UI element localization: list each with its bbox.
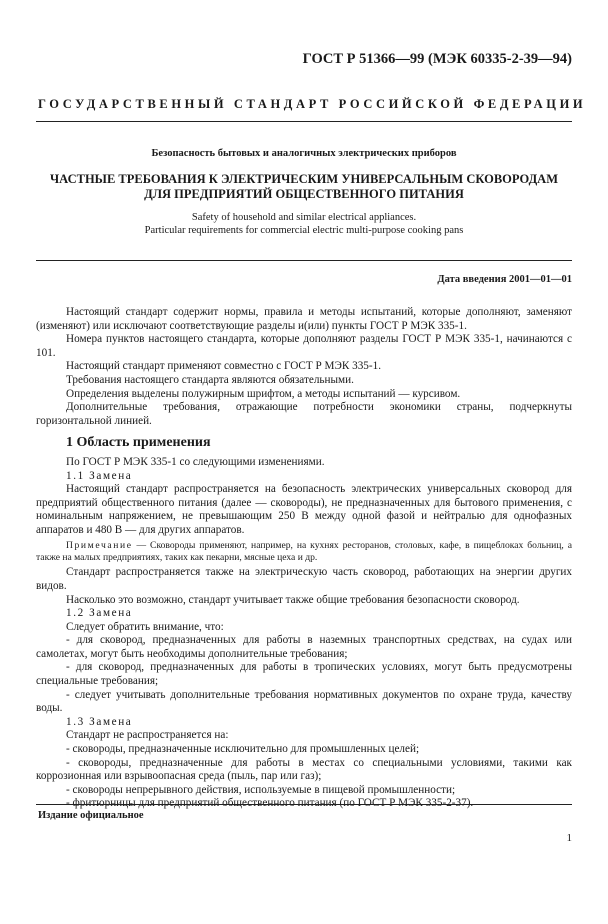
list-item: - сковороды непрерывного действия, используемые в пищевой промышленности; xyxy=(66,783,456,796)
list-item: - для сковород, предназначенных для работы в наземных транспортных средствах, на судах или самолетах, могут быть необходимы дополнительные требования; xyxy=(36,634,572,660)
intro-paragraph: Дополнительные требования, отражающие потребности экономики страны, подчеркнуты горизонтальной линией. xyxy=(36,401,572,427)
main-title-line-2: ДЛЯ ПРЕДПРИЯТИЙ ОБЩЕСТВЕННОГО ПИТАНИЯ xyxy=(144,187,464,201)
bottom-divider xyxy=(36,804,572,805)
clause-1-1-label: 1.1 Замена xyxy=(66,469,133,482)
energy-paragraph: Стандарт распространяется также на электрическую часть сковород, работающих на энергии других видов. xyxy=(36,566,572,592)
standard-number: ГОСТ Р 51366—99 (МЭК 60335-2-39—94) xyxy=(302,51,572,67)
note-label: Примечание xyxy=(66,539,133,551)
state-standard-title: ГОСУДАРСТВЕННЫЙ СТАНДАРТ РОССИЙСКОЙ ФЕДЕРАЦИИ xyxy=(38,97,587,111)
page-number: 1 xyxy=(566,832,572,844)
english-title-line-1: Safety of household and similar electrical appliances. xyxy=(191,212,417,223)
intro-paragraph: Номера пунктов настоящего стандарта, которые дополняют разделы ГОСТ Р МЭК 335-1, начинаются с 101. xyxy=(36,333,572,359)
clause-1-3-label: 1.3 Замена xyxy=(66,715,133,728)
edition-label: Издание официальное xyxy=(38,810,144,821)
intro-paragraph: Настоящий стандарт содержит нормы, правила и методы испытаний, которые дополняют, заменяют (изменяют) или исключают соответствующие разделы и(или) пункты ГОСТ Р МЭК 335-1. xyxy=(36,306,572,332)
intro-paragraph: Определения выделены полужирным шрифтом, а методы испытаний — курсивом. xyxy=(66,387,461,400)
clause-1-3-lead: Стандарт не распространяется на: xyxy=(66,729,229,742)
main-title xyxy=(36,172,572,202)
middle-divider xyxy=(36,260,572,261)
list-item: - следует учитывать дополнительные требования нормативных документов по охране труда, качеству воды. xyxy=(36,688,572,715)
note-paragraph xyxy=(36,540,572,565)
list-item: - сковороды, предназначенные для работы в местах со специальными условиями, такими как коррозионная или взрывоопасная среда (пыль, пар или газ); xyxy=(36,756,572,783)
english-title xyxy=(36,211,572,237)
intro-paragraph: Настоящий стандарт применяют совместно с ГОСТ Р МЭК 335-1. xyxy=(66,360,382,373)
section-heading: 1 Область применения xyxy=(66,435,211,451)
top-divider xyxy=(36,121,572,122)
clause-1-2-lead: Следует обратить внимание, что: xyxy=(66,620,224,633)
clause-1-1-text: Настоящий стандарт распространяется на безопасность электрических универсальных сковород для предприятий общественного питания (далее — сковороды), не предназначенных для бытового применения, с номинальным напряжением, не превышающим 250 В между одной фазой и нейтралью для однофазных аппаратов и 480 В — для других аппаратов. xyxy=(36,483,572,536)
note-text: — Сковороды применяют, например, на кухнях ресторанов, столовых, кафе, в пищеблоках больниц, а также на малых предприятиях, таких как пекарни, мясные цеха и др. xyxy=(36,539,572,563)
intro-paragraph: Требования настоящего стандарта являются обязательными. xyxy=(66,373,354,386)
list-item: - сковороды, предназначенные исключительно для промышленных целей; xyxy=(66,743,420,756)
effective-date: Дата введения 2001—01—01 xyxy=(437,274,572,285)
body-text xyxy=(36,306,572,811)
clause-1-2-label: 1.2 Замена xyxy=(66,607,133,620)
section-lead: По ГОСТ Р МЭК 335-1 со следующими изменениями. xyxy=(66,455,325,468)
list-item: - фритюрницы для предприятий общественного питания (по ГОСТ Р МЭК 335-2-37). xyxy=(66,797,474,810)
english-title-line-2: Particular requirements for commercial electric multi-purpose cooking pans xyxy=(144,225,464,236)
series-title: Безопасность бытовых и аналогичных электрических приборов xyxy=(151,148,457,159)
general-paragraph: Насколько это возможно, стандарт учитывает также общие требования безопасности сковород. xyxy=(66,593,520,606)
list-item: - для сковород, предназначенных для работы в тропических условиях, могут быть предусмотрены специальные требования; xyxy=(36,661,572,688)
main-title-line-1: ЧАСТНЫЕ ТРЕБОВАНИЯ К ЭЛЕКТРИЧЕСКИМ УНИВЕРСАЛЬНЫМ СКОВОРОДАМ xyxy=(50,172,558,186)
